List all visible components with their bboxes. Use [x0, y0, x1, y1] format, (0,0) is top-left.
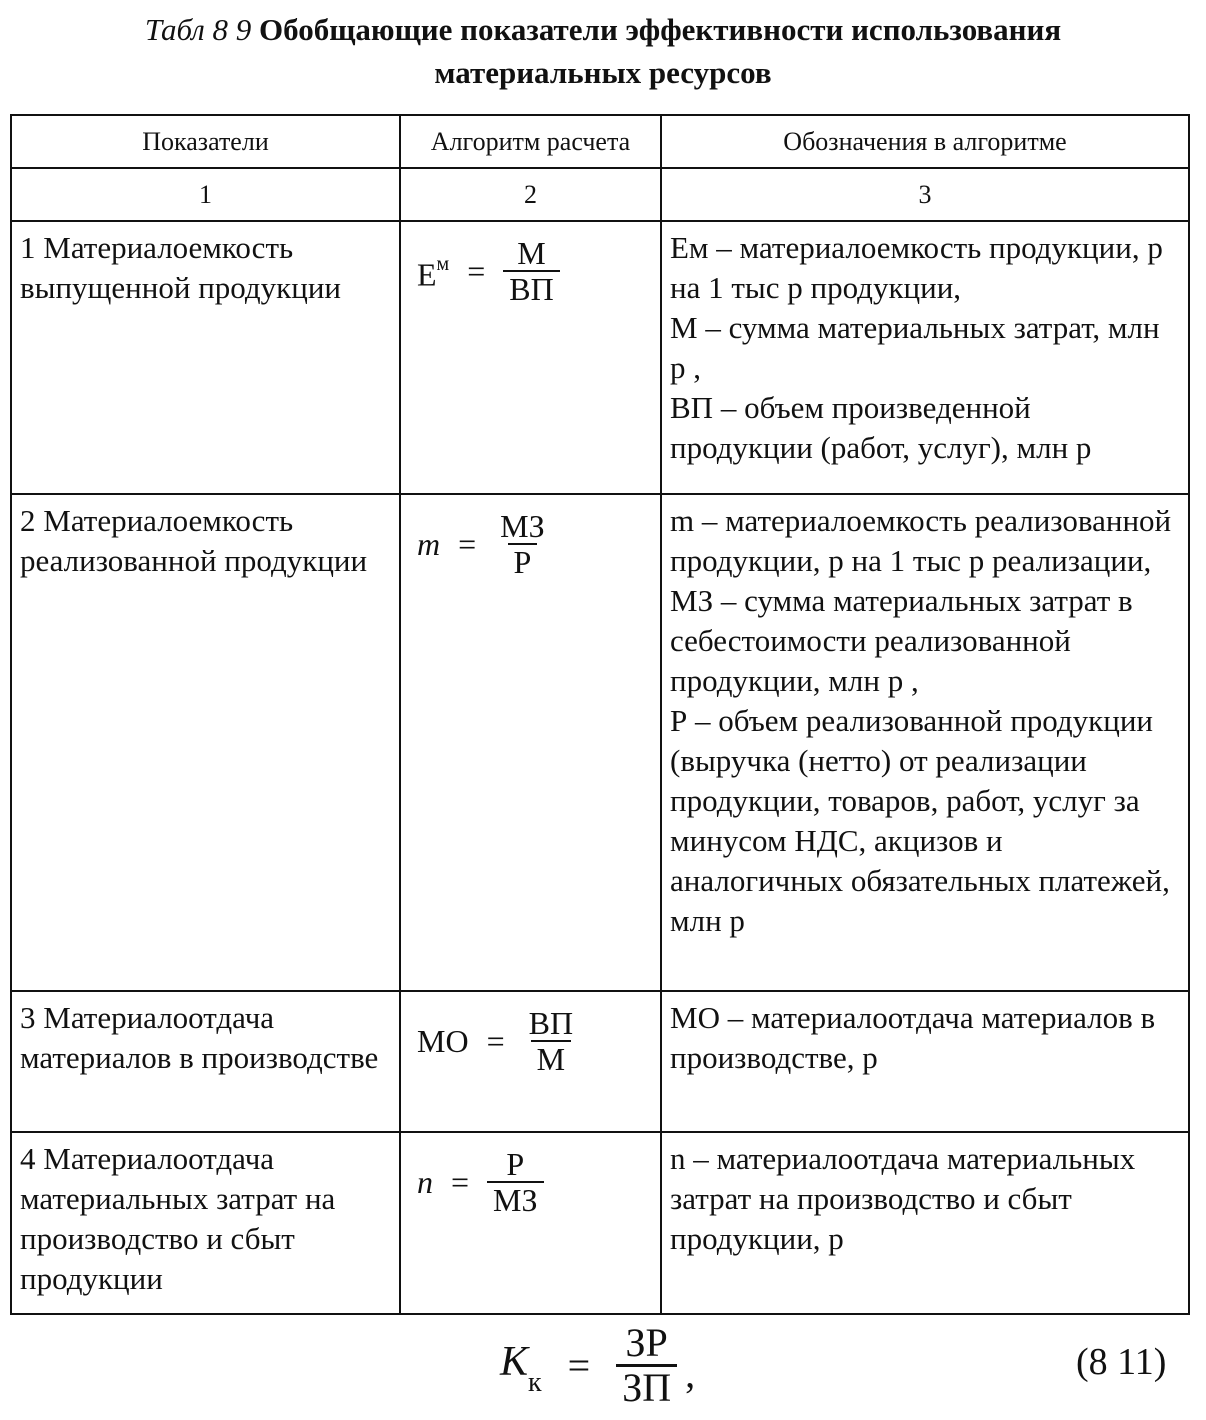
note-line: МО – материалоотдача материалов в производстве, р [670, 1000, 1156, 1075]
formula [409, 1139, 652, 1217]
fraction-numerator: М [517, 235, 546, 271]
table-row [11, 494, 1189, 991]
equals-sign: = [458, 526, 477, 562]
equation-equals-sign: = [567, 1343, 591, 1388]
header-cell-notations: Обозначения в алгоритме [661, 115, 1189, 168]
indicator-cell: 1 Материалоемкость выпущенной продукции [11, 221, 400, 494]
title-line-2: материальных ресурсов [434, 55, 772, 90]
notes-cell [661, 221, 1189, 494]
column-number-3: 3 [661, 168, 1189, 221]
equals-sign: = [467, 253, 486, 289]
equals-sign: = [451, 1164, 470, 1200]
fraction-numerator: ВП [528, 1005, 574, 1041]
note-line: Ем – материалоемкость продукции, р на 1 тыс р продукции, [670, 230, 1163, 305]
formula-cell [400, 221, 661, 494]
fraction [523, 1006, 579, 1076]
indicator-cell: 4 Материалоотдача материальных затрат на производство и сбыт продукции [11, 1132, 400, 1314]
fraction-denominator: М [531, 1040, 571, 1076]
column-number-row [11, 168, 1189, 221]
formula-cell [400, 991, 661, 1132]
fraction-numerator: МЗ [500, 508, 545, 544]
table-title [0, 8, 1206, 94]
equation-fraction [616, 1322, 677, 1409]
formula-cell [400, 1132, 661, 1314]
note-line: МЗ – сумма материальных затрат в себестоимости реализованной продукции, млн р , [670, 583, 1133, 698]
formula-cell [400, 494, 661, 991]
equation-8-11 [500, 1322, 695, 1409]
equals-sign: = [486, 1023, 505, 1059]
indicator-cell: 3 Материалоотдача материалов в производстве [11, 991, 400, 1132]
notes-cell [661, 494, 1189, 991]
fraction-numerator: Р [506, 1146, 525, 1182]
table-number: Табл 8 9 [144, 12, 252, 47]
indicator-cell: 2 Материалоемкость реализованной продукции [11, 494, 400, 991]
formula [409, 228, 652, 306]
fraction-denominator: МЗ [487, 1181, 543, 1217]
fraction [503, 236, 559, 306]
formula-lhs: МО [417, 1023, 469, 1059]
equation-lhs: $K_к$ [500, 1339, 542, 1398]
equation-number: (8 11) [1076, 1341, 1167, 1383]
header-row [11, 115, 1189, 168]
header-cell-indicators: Показатели [11, 115, 400, 168]
indicators-table [10, 114, 1190, 1315]
fraction [487, 1147, 543, 1217]
fraction [494, 509, 550, 579]
title-line-1 [0, 8, 1206, 51]
formula [409, 501, 652, 579]
table-row [11, 991, 1189, 1132]
equation-denominator: ЗП [616, 1364, 677, 1409]
formula-lhs: $Е^м$ [417, 252, 450, 293]
fraction-denominator: ВП [503, 270, 559, 306]
column-number-2: 2 [400, 168, 661, 221]
notes-cell [661, 1132, 1189, 1314]
note-line: n – материалоотдача материальных затрат на производство и сбыт продукции, р [670, 1141, 1136, 1256]
formula [409, 998, 652, 1076]
title-text: Обобщающие показатели эффективности использования [251, 12, 1062, 47]
note-line: Р – объем реализованной продукции (выручка (нетто) от реализации продукции, товаров, работ, услуг за минусом НДС, акцизов и аналогичных обязательных платежей, млн р [670, 703, 1170, 938]
column-number-1: 1 [11, 168, 400, 221]
header-cell-algorithm: Алгоритм расчета [400, 115, 661, 168]
fraction-denominator: Р [508, 543, 538, 579]
note-line: ВП – объем произведенной продукции (работ, услуг), млн р [670, 390, 1092, 465]
formula-lhs: m [417, 526, 441, 562]
note-line: М – сумма материальных затрат, млн р , [670, 310, 1160, 385]
table-row [11, 221, 1189, 494]
equation-numerator: ЗР [625, 1320, 668, 1365]
equation-comma: , [685, 1351, 696, 1396]
formula-lhs: n [417, 1164, 433, 1200]
table-row [11, 1132, 1189, 1314]
notes-cell [661, 991, 1189, 1132]
note-line: m – материалоемкость реализованной продукции, р на 1 тыс р реализации, [670, 503, 1172, 578]
